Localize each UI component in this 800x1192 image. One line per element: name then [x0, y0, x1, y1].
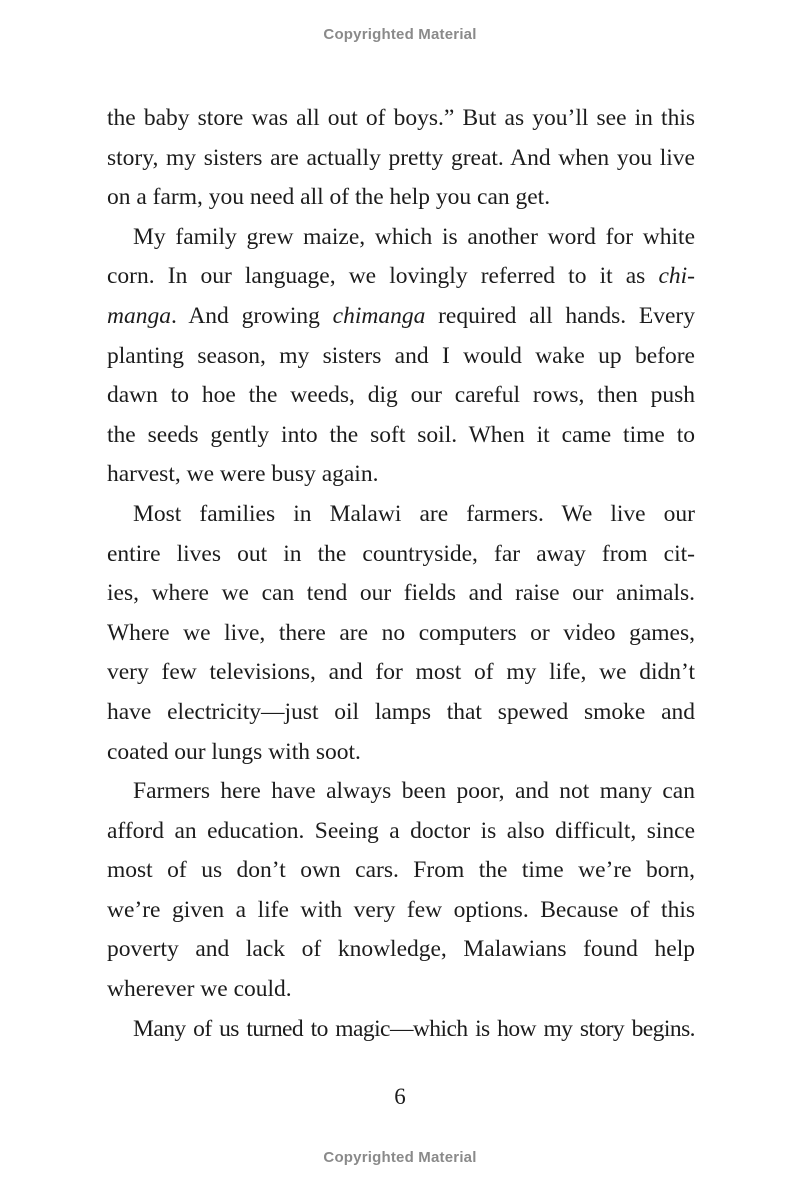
text-line: dawn to hoe the weeds, dig our careful rows, then push: [107, 382, 695, 409]
text-line: Farmers here have always been poor, and not many can: [133, 778, 695, 805]
text-line: harvest, we were busy again.: [107, 461, 379, 488]
text-line: Many of us turned to magic—which is how my story begins.: [133, 1015, 695, 1042]
text-line: manga. And growing chimanga required all hands. Every: [107, 302, 695, 329]
text-line: afford an education. Seeing a doctor is also difficult, since: [107, 817, 695, 844]
italic-word: manga: [107, 302, 171, 329]
text-line: planting season, my sisters and I would wake up before: [107, 342, 695, 369]
text-line: we’re given a life with very few options. Because of this: [107, 896, 695, 923]
body-text: [107, 99, 695, 1049]
text-line: coated our lungs with soot.: [107, 738, 361, 765]
page-number: 6: [394, 1084, 406, 1109]
text-line: wherever we could.: [107, 976, 292, 1003]
copyright-watermark-bottom: Copyrighted Material: [323, 1149, 477, 1166]
text-line: have electricity—just oil lamps that spewed smoke and: [107, 698, 695, 725]
text-line: on a farm, you need all of the help you can get.: [107, 184, 551, 211]
text-line: most of us don’t own cars. From the time we’re born,: [107, 857, 695, 884]
italic-word: chimanga: [332, 302, 426, 329]
text-line: poverty and lack of knowledge, Malawians found help: [107, 936, 695, 963]
text-line: entire lives out in the countryside, far away from cit-: [107, 540, 695, 567]
text-line: the baby store was all out of boys.” But as you’ll see in this: [107, 105, 695, 131]
text-line: story, my sisters are actually pretty great. And when you live: [107, 144, 695, 171]
text-line: Where we live, there are no computers or video games,: [107, 619, 695, 646]
text-line: ies, where we can tend our fields and raise our animals.: [107, 580, 695, 607]
copyright-watermark-top: Copyrighted Material: [323, 26, 477, 43]
text-line: corn. In our language, we lovingly referred to it as chi-: [107, 263, 695, 290]
text-line: Most families in Malawi are farmers. We live our: [133, 500, 695, 527]
text-line: My family grew maize, which is another word for white: [133, 223, 695, 250]
italic-word: chi-: [658, 263, 695, 290]
text-line: very few televisions, and for most of my life, we didn’t: [107, 659, 695, 686]
text-line: the seeds gently into the soft soil. When it came time to: [107, 421, 695, 448]
